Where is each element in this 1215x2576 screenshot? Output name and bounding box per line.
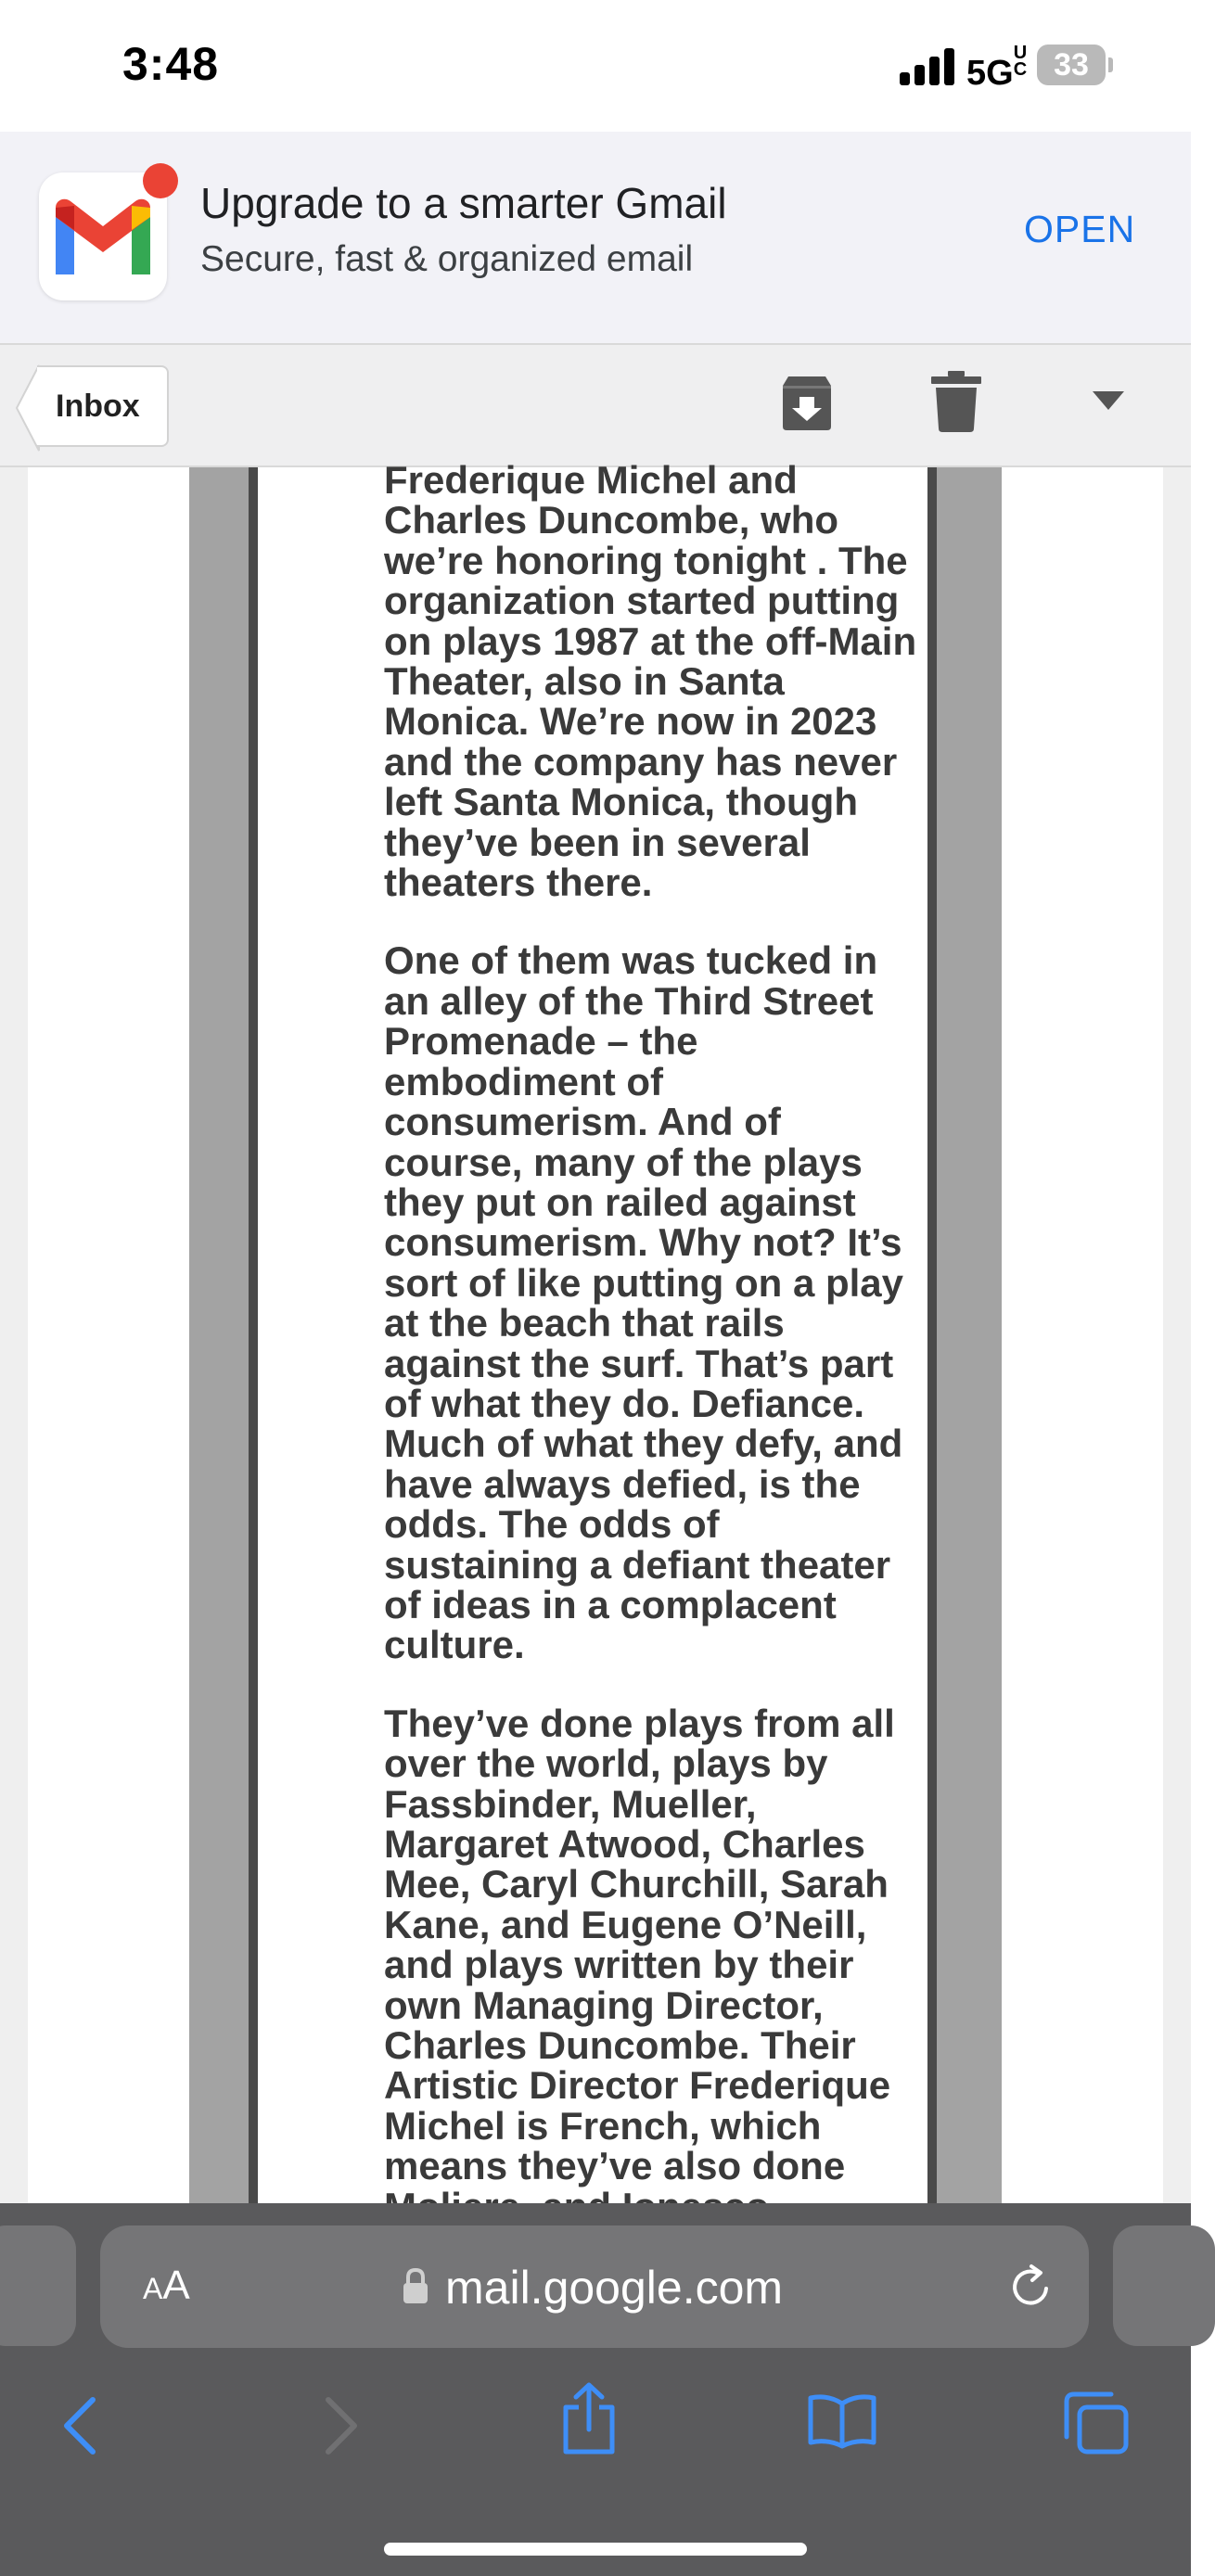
back-to-inbox-button[interactable]: Inbox — [37, 365, 169, 447]
promo-title: Upgrade to a smarter Gmail — [200, 179, 727, 227]
battery-indicator: 33 — [1037, 45, 1106, 85]
battery-tip — [1108, 57, 1113, 72]
address-field[interactable] — [100, 2225, 1089, 2348]
bookmarks-icon[interactable] — [807, 2392, 877, 2450]
gmail-app-promo-banner[interactable] — [0, 132, 1191, 343]
article-paragraph: They’ve done plays from all over the world, plays by Fassbinder, Mueller, Margaret Atwood, Charles Mee, Caryl Churchill, Sarah Kane, and Eugene O’Neill, and plays written by their own Managing Director, Charles Duncombe. Their Artistic Director Frederique Michel is French, which means they’ve also done — [384, 1701, 895, 2188]
email-body[interactable] — [0, 458, 1191, 2203]
reload-icon[interactable] — [1005, 2261, 1057, 2313]
safari-bottom-toolbar — [0, 2350, 1191, 2576]
article-paragraph: Frederique Michel and Charles Duncombe, who we’re honoring tonight . The organization started putting on plays 1987 at the off-Main Theater, also in Santa Monica. We’re now in 2023 and the company has never left Santa Monica, though they’ve been in several theaters there. — [384, 458, 917, 905]
next-tab-preview[interactable] — [1113, 2225, 1215, 2346]
forward-icon — [323, 2396, 360, 2455]
url-text[interactable]: mail.google.com — [445, 2262, 784, 2314]
share-icon[interactable] — [560, 2381, 618, 2455]
promo-subtitle: Secure, fast & organized email — [200, 239, 694, 279]
network-type: 5GUC — [966, 43, 1028, 93]
status-time: 3:48 — [122, 38, 220, 90]
newsletter-article — [384, 460, 922, 2264]
trash-icon[interactable] — [931, 371, 981, 432]
right-dark-rule — [927, 467, 937, 2203]
cellular-signal-icon — [900, 48, 957, 85]
notification-dot — [143, 163, 178, 198]
back-icon[interactable] — [61, 2396, 98, 2455]
archive-icon[interactable] — [779, 373, 835, 432]
message-toolbar — [0, 343, 1191, 467]
home-indicator[interactable] — [384, 2543, 807, 2556]
previous-tab-preview[interactable] — [0, 2225, 76, 2346]
right-gray-border — [937, 467, 1002, 2203]
safari-address-bar — [0, 2203, 1191, 2350]
article-paragraph: One of them was tucked in an alley of the Third Street Promenade – the embodiment of consumerism. And of course, many of the plays they put on railed against consumerism. Why not? It’s sort of like putting on a play at the beach that rails against the surf. That’s part of what they do. Defiance. Much of what they defy, and have always defied, is the odds. The odds of sustaining a defiant theater of ideas in a complacent culture. — [384, 938, 904, 1667]
left-dark-rule — [249, 467, 258, 2203]
chevron-down-icon[interactable] — [1093, 391, 1124, 414]
left-gray-border — [189, 467, 252, 2203]
open-app-button[interactable]: OPEN — [1024, 208, 1136, 250]
lock-icon — [403, 2268, 428, 2303]
text-size-button[interactable]: AA — [143, 2263, 190, 2308]
tabs-icon[interactable] — [1063, 2391, 1130, 2455]
status-bar — [0, 0, 1191, 132]
